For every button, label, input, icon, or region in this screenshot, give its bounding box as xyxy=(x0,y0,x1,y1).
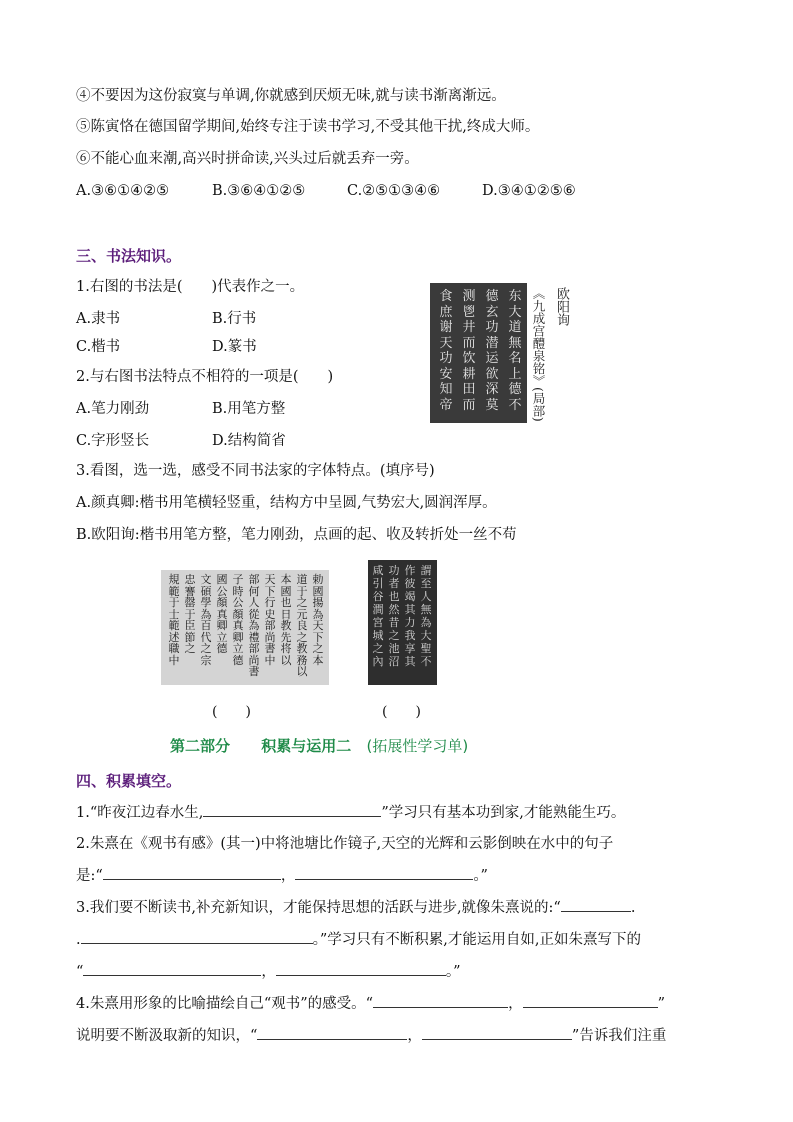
option-line-5: ⑤陈寅恪在德国留学期间,始终专注于读书学习,不受其他干扰,终成大师。 xyxy=(76,119,540,135)
calli-left-col-10: 規範于士範述職中 xyxy=(168,573,180,667)
calli-main-col-3: 测鬯井而饮耕田而 xyxy=(462,289,476,413)
part2-title-1: 第二部分 xyxy=(170,737,231,755)
s4-q4-blank-1[interactable] xyxy=(373,993,508,1008)
calli-left-col-3: 本國也日教先将以 xyxy=(280,573,292,667)
calli-left-col-6: 子時公顏真卿立德 xyxy=(232,573,244,667)
s4-q1-pre: 1.“昨夜江边春水生, xyxy=(76,805,204,821)
part2-subtitle: (拓展性学习单) xyxy=(366,737,469,755)
calligraphy-image-right xyxy=(368,560,437,685)
s4-q3-line1-end: . xyxy=(630,900,636,916)
calli-right-col-2: 作彼竭其力我享其 xyxy=(404,564,416,668)
calligraphy-image-main xyxy=(430,283,527,423)
calli-right-col-4: 咸引谷澗宮城之內 xyxy=(372,564,384,668)
s4-q3-line1-text: 3.我们要不断读书,补充新知识，才能保持思想的活跃与进步,就像朱熹说的:“ xyxy=(76,900,561,916)
s4-q3-line2 xyxy=(76,929,641,950)
s3-q1-option-c: C.楷书 xyxy=(76,339,121,355)
s4-q4-line2-mid: ， xyxy=(407,1028,422,1044)
s4-q3-line1 xyxy=(76,897,635,918)
calli-main-col-4: 食庶谢天功安知帝 xyxy=(439,289,453,413)
s4-q4-blank-4[interactable] xyxy=(422,1025,572,1040)
answer-paren-left: ( ) xyxy=(212,704,251,720)
s3-q2-option-d: D.结构简省 xyxy=(212,433,286,449)
s4-q1-post: ”学习只有基本功到家,才能熟能生巧。 xyxy=(381,805,626,821)
caption-work: 《九成宫醴泉铭》(局部) xyxy=(531,287,546,422)
calli-left-col-2: 道于之元良之教務以 xyxy=(296,573,308,678)
s4-q2-blank-2[interactable] xyxy=(295,865,473,880)
answer-paren-right: ( ) xyxy=(382,704,421,720)
s4-q3-blank-3[interactable] xyxy=(83,961,261,976)
s3-q1: 1.右图的书法是( )代表作之一。 xyxy=(76,279,305,295)
s4-q2-mid: ， xyxy=(280,868,296,884)
option-line-6: ⑥不能心血来潮,高兴时拼命读,兴头过后就丢弃一旁。 xyxy=(76,151,419,167)
s4-q3-line3-mid: ， xyxy=(261,964,276,980)
s4-q4-line1-mid: ， xyxy=(508,996,523,1012)
s4-q3-line2-pre: . xyxy=(76,932,81,948)
s3-q2: 2.与右图书法特点不相符的一项是( ) xyxy=(76,369,334,385)
calli-right-col-1: 謂至人無為大聖不 xyxy=(420,564,432,668)
s4-q4-line1-pre: 4.朱熹用形象的比喻描绘自己“观书”的感受。“ xyxy=(76,996,374,1012)
choice-b: B.③⑥④①②⑤ xyxy=(212,183,306,199)
calli-main-col-1: 东大道無名上德不 xyxy=(508,289,522,413)
part2-title xyxy=(170,735,468,756)
s3-q3: 3.看图，选一选，感受不同书法家的字体特点。(填序号) xyxy=(76,463,435,479)
option-line-4: ④不要因为这份寂寞与单调,你就感到厌烦无味,就与读书渐离渐远。 xyxy=(76,88,506,104)
s4-q3-blank-2[interactable] xyxy=(81,929,313,944)
section3-heading: 三、书法知识。 xyxy=(76,247,182,265)
s4-q3-line2-post: 。”学习只有不断积累,才能运用自如,正如朱熹写下的 xyxy=(312,932,641,948)
calli-left-col-4: 天下行史部尚書中 xyxy=(264,573,276,667)
s3-q1-option-a: A.隶书 xyxy=(76,311,121,327)
calli-left-col-5: 部何人從為禮部尚書 xyxy=(248,573,260,678)
calligraphy-image-left xyxy=(161,570,329,685)
s4-q1-blank[interactable] xyxy=(203,802,381,817)
calli-left-col-9: 忠謇罄于臣節之 xyxy=(184,573,196,655)
s4-q4-blank-3[interactable] xyxy=(257,1025,407,1040)
s3-q2-option-c: C.字形竖长 xyxy=(76,433,150,449)
s4-q4-line1 xyxy=(76,993,665,1014)
s4-q4-line1-post: ” xyxy=(657,996,665,1012)
s3-q1-option-d: D.篆书 xyxy=(212,339,257,355)
s3-q3-option-b: B.欧阳询:楷书用笔方整，笔力刚劲，点画的起、收及转折处一丝不苟 xyxy=(76,527,517,543)
s3-q2-option-a: A.笔力刚劲 xyxy=(76,401,150,417)
s4-q4-line2-post: ”告诉我们注重 xyxy=(571,1028,667,1044)
s4-q1 xyxy=(76,802,625,823)
choice-c: C.②⑤①③④⑥ xyxy=(347,183,441,199)
calli-left-col-7: 國公顏真卿立德 xyxy=(216,573,228,655)
s4-q2-post: 。” xyxy=(473,868,488,884)
choice-a: A.③⑥①④②⑤ xyxy=(76,183,170,199)
calli-right-col-3: 功者也然昔之池沼 xyxy=(388,564,400,668)
s4-q3-line3-post: 。” xyxy=(445,964,461,980)
s4-q2-line1: 2.朱熹在《观书有感》(其一)中将池塘比作镜子,天空的光辉和云影倒映在水中的句子 xyxy=(76,836,614,852)
s3-q2-option-b: B.用笔方整 xyxy=(212,401,286,417)
s4-q3-line3-pre: “ xyxy=(76,964,84,980)
s3-q3-option-a: A.颜真卿:楷书用笔横轻竖重，结构方中呈圆,气势宏大,圆润浑厚。 xyxy=(76,495,497,511)
calli-main-col-2: 德玄功潜运欲深莫 xyxy=(485,289,499,413)
s4-q4-line2-pre: 说明要不断汲取新的知识，“ xyxy=(76,1028,258,1044)
part2-title-2: 积累与运用二 xyxy=(261,737,352,755)
section4-heading: 四、积累填空。 xyxy=(76,772,182,790)
s4-q2-blank-1[interactable] xyxy=(103,865,281,880)
s4-q4-blank-2[interactable] xyxy=(523,993,658,1008)
s4-q3-blank-4[interactable] xyxy=(276,961,446,976)
calli-left-col-8: 文碩學為百代之宗 xyxy=(200,573,212,667)
s4-q3-blank-1[interactable] xyxy=(561,897,631,912)
s4-q2-pre: 是:“ xyxy=(76,868,103,884)
s4-q2-line2 xyxy=(76,865,488,886)
caption-author: 欧阳询 xyxy=(554,287,569,326)
calli-left-col-1: 勅國揚為天下之本 xyxy=(312,573,324,667)
s4-q3-line3 xyxy=(76,961,461,982)
s4-q4-line2 xyxy=(76,1025,666,1046)
choice-d: D.③④①②⑤⑥ xyxy=(482,183,576,199)
s3-q1-option-b: B.行书 xyxy=(212,311,257,327)
